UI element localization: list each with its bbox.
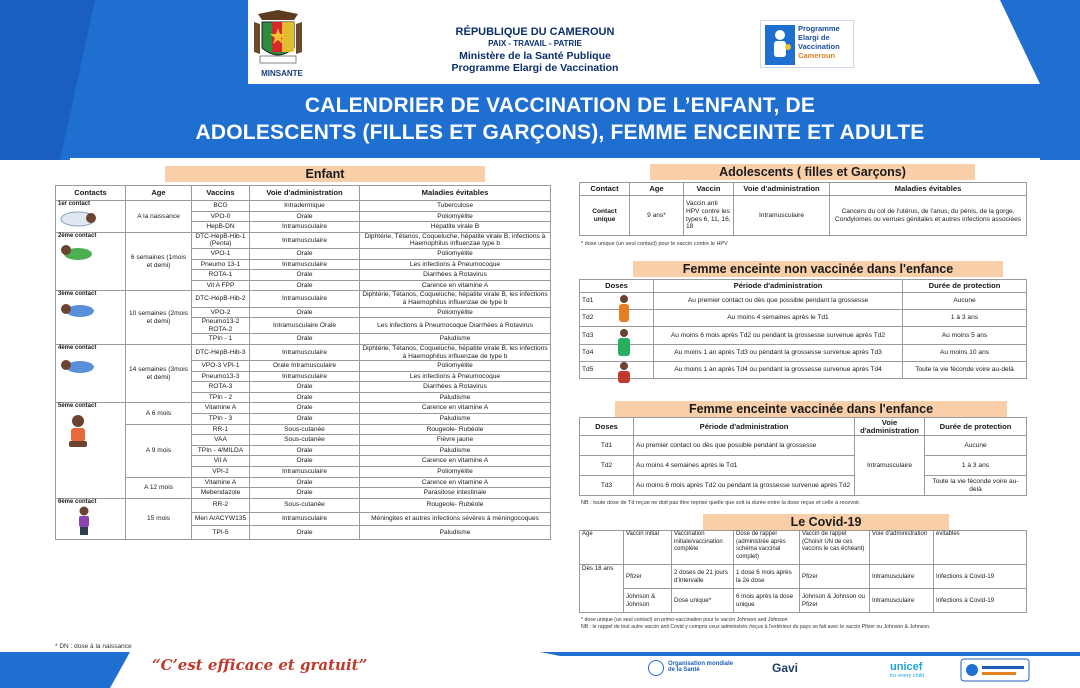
disease-cell: Diphtérie, Tétanos, Coqueluche, hépatite virale B, les infections à Haemophilus influenzae de type b — [360, 291, 551, 307]
dose-cell: Td2 — [580, 456, 634, 476]
table-header-row — [56, 186, 551, 201]
disease-cell: Paludisme — [360, 334, 551, 345]
age-cell: 14 semaines (3mois et demi) — [126, 344, 192, 403]
table-row — [580, 293, 1027, 310]
booster-cell: 6 mois après la dose unique — [734, 589, 800, 613]
contact-cell: 4ème contact — [56, 344, 126, 403]
table-row — [56, 232, 551, 248]
booster-vaccine-cell: Pfizer — [800, 565, 870, 589]
route-cell: Intramusculaire — [250, 371, 360, 382]
content-area — [55, 160, 1080, 650]
route-cell: Orale Intramusculaire — [250, 361, 360, 372]
vaccine-cell: Pneumo13-2 ROTA-2 — [192, 318, 250, 334]
ministry-short-label: MINSANTE — [261, 69, 303, 78]
col-header: Vaccin de rappel (Choisir UN de ces vaccins le cas échéant) — [800, 531, 870, 565]
fv-section-title: Femme enceinte vaccinée dans l'enfance — [615, 401, 1007, 417]
table-row — [580, 344, 1027, 361]
table-row — [580, 476, 1027, 496]
route-cell: Intramusculaire — [250, 259, 360, 270]
route-cell: Intramusculaire — [870, 589, 934, 613]
covid-note: * dose unique (un seul contact) en primo-vaccination pour le vaccin Johnson and Johnson NB : le rappel de tout autre vaccin anti Covid y compris ceux administrés /reçus à l'extérieur du pays se fait avec le vaccin Pfizer ou Johnson & Johnson. — [581, 617, 931, 630]
col-header: Dose de rappel (administrée après schéma vaccinal complet) — [734, 531, 800, 565]
col-header: Age — [580, 531, 624, 565]
route-cell: Orale — [250, 403, 360, 414]
vaccine-cell: Vitamine A — [192, 403, 250, 414]
contact-cell: 5ème contact — [56, 403, 126, 498]
route-cell: Intramusculaire — [250, 344, 360, 360]
vaccine-cell: RR-2 — [192, 498, 250, 512]
col-header: Période d'administration — [634, 418, 855, 436]
fnv-table — [579, 279, 1027, 379]
route-cell: Intramusculaire — [250, 291, 360, 307]
vaccine-cell: VPO-3 VPI-1 — [192, 361, 250, 372]
who-label: Organisation mondiale de la Santé — [668, 661, 734, 673]
route-cell: Orale — [250, 392, 360, 403]
disease-cell: Tuberculose — [360, 201, 551, 212]
enfant-table — [55, 185, 551, 540]
fnv-section-title: Femme enceinte non vaccinée dans l'enfance — [633, 261, 1003, 277]
disease-cell: Paludisme — [360, 445, 551, 456]
disease-cell: Les infections à Pneumocoque — [360, 259, 551, 270]
contact-cell: Contact unique — [580, 196, 630, 236]
disease-cell: Poliomyélite — [360, 211, 551, 222]
disease-cell: Cancers du col de l'utérus, de l'anus, du pénis, de la gorge. Condylomes ou verrues génitales et autres infections associées — [830, 196, 1027, 236]
col-header: Vaccin initial — [624, 531, 672, 565]
vaccine-cell: Vaccin anti HPV contre les types 6, 11, 16, 18 — [684, 196, 734, 236]
age-cell: A 9 mois — [126, 424, 192, 477]
route-cell: Orale — [250, 526, 360, 540]
route-cell: Orale — [250, 334, 360, 345]
col-header: Age — [126, 186, 192, 201]
age-cell: 10 semaines (2mois et demi) — [126, 291, 192, 345]
dose-cell: Td2 — [580, 310, 654, 327]
program-label: Programme Elargi de Vaccination — [451, 62, 619, 74]
disease-cell: Diarrhées à Rotavirus — [360, 382, 551, 393]
vaccine-cell: VPO-1 — [192, 248, 250, 259]
ministry-label: Ministère de la Santé Publique — [459, 50, 611, 62]
route-cell: Orale — [250, 477, 360, 488]
ado-table — [579, 182, 1027, 236]
route-cell: Intramusculaire — [734, 196, 830, 236]
table-row — [580, 565, 1027, 589]
who-logo-icon — [648, 660, 664, 676]
table-row — [580, 589, 1027, 613]
vaccine-cell: Pneumo13-3 — [192, 371, 250, 382]
vaccine-cell: Mebendazole — [192, 488, 250, 499]
dose-cell: Td3 — [580, 476, 634, 496]
period-cell: Au premier contact ou dès que possible pendant la grossesse — [654, 293, 903, 310]
route-cell: Intramusculaire — [250, 222, 360, 233]
route-cell: Sous-cutanée — [250, 424, 360, 435]
disease-cell: Diphtérie, Tétanos, Coqueluche, hépatite virale B, infections à Haemophilus influenzae type b — [360, 232, 551, 248]
vaccine-cell: TPI-5 — [192, 526, 250, 540]
col-header: Vaccins — [192, 186, 250, 201]
disease-cell: Poliomyélite — [360, 467, 551, 478]
covid-table — [579, 530, 1027, 613]
table-header-row — [580, 531, 1027, 565]
booster-vaccine-cell: Johnson & Johnson ou Pfizer — [800, 589, 870, 613]
disease-cell: Fièvre jaune — [360, 435, 551, 446]
disease-cell: Rougeole- Rubéole — [360, 498, 551, 512]
vaccine-cell: VPI-2 — [192, 467, 250, 478]
route-cell: Orale — [250, 280, 360, 291]
disease-cell: Diphtérie, Tétanos, Coqueluche, hépatite virale B, les infections à Haemophilus influenzae de type b — [360, 344, 551, 360]
vaccine-cell: Men A/ACYW135 — [192, 512, 250, 526]
vaccine-cell: VPO-0 — [192, 211, 250, 222]
vaccine-cell: Pneumo 13-1 — [192, 259, 250, 270]
col-header: Maladies évitables — [830, 183, 1027, 196]
disease-cell: Diarrhées à Rotavirus — [360, 270, 551, 281]
route-cell: Orale — [250, 307, 360, 318]
disease-cell: Parasitose intestinale — [360, 488, 551, 499]
pev-logo-text: Programme Elargi de Vaccination Cameroun — [798, 24, 840, 60]
duration-cell: Au moins 10 ans — [903, 344, 1027, 361]
route-cell: Orale — [250, 211, 360, 222]
vaccine-cell: ROTA-1 — [192, 270, 250, 281]
col-header: Vaccination initiale/vaccination complète — [672, 531, 734, 565]
vaccine-cell: VAA — [192, 435, 250, 446]
col-header: évitables — [934, 531, 1027, 565]
table-row — [56, 201, 551, 212]
disease-cell: Infections à Covid-19 — [934, 589, 1027, 613]
disease-cell: Carence en vitamine A — [360, 456, 551, 467]
col-header: Voie d'administration — [250, 186, 360, 201]
col-header: Contact — [580, 183, 630, 196]
duration-cell: Aucune — [903, 293, 1027, 310]
table-row — [580, 310, 1027, 327]
unicef-logo: unicef for every child — [890, 661, 925, 679]
disease-cell: Poliomyélite — [360, 248, 551, 259]
col-header: Doses — [580, 418, 634, 436]
newborn-icon — [58, 209, 98, 227]
disease-cell: Infections à Covid-19 — [934, 565, 1027, 589]
duration-cell: 1 à 3 ans — [903, 310, 1027, 327]
col-header: Durée de protection — [925, 418, 1027, 436]
disease-cell: Rougeole- Rubéole — [360, 424, 551, 435]
age-cell: 9 ans* — [630, 196, 684, 236]
route-cell: Orale — [250, 488, 360, 499]
disease-cell: Méningites et autres infections sévères à méningocoques — [360, 512, 551, 526]
dose-cell: Td4 — [580, 344, 654, 361]
disease-cell: Poliomyélite — [360, 307, 551, 318]
baby-sitting-icon — [58, 353, 98, 375]
col-header: Voie d'administration — [734, 183, 830, 196]
table-row — [580, 196, 1027, 236]
col-header: Maladies évitables — [360, 186, 551, 201]
period-cell: Au moins 6 mois après Td2 ou pendant la grossesse survenue après Td2 — [634, 476, 855, 496]
table-row — [56, 477, 551, 488]
toddler-icon — [58, 411, 98, 457]
contact-cell: 6ème contact — [56, 498, 126, 539]
enfant-section-title: Enfant — [165, 166, 485, 182]
contact-cell: 2ème contact — [56, 232, 126, 291]
ado-section-title: Adolescents ( filles et Garçons) — [650, 164, 975, 180]
fv-table — [579, 417, 1027, 496]
table-row — [56, 498, 551, 512]
disease-cell: Les infections à Pneumocoque — [360, 371, 551, 382]
route-cell: Intramusculaire — [250, 467, 360, 478]
vaccine-cell: TPIn - 3 — [192, 414, 250, 425]
disease-cell: Paludisme — [360, 414, 551, 425]
baby-lying-icon — [58, 299, 98, 319]
republic-label: RÉPUBLIQUE DU CAMEROUN — [455, 26, 615, 38]
vaccine-cell: DTC-HépB-Hib-2 — [192, 291, 250, 307]
vaccine-cell: ROTA-3 — [192, 382, 250, 393]
vaccine-cell: DTC-HépB-Hib-1 (Penta) — [192, 232, 250, 248]
route-cell: Intramusculaire — [250, 232, 360, 248]
col-header: Vaccin — [684, 183, 734, 196]
table-row — [56, 344, 551, 360]
dn-note: * DN : dose à la naissance — [55, 643, 132, 650]
duration-cell: Toute la vie féconde voire au-delà — [903, 361, 1027, 378]
route-cell: Orale — [250, 456, 360, 467]
pev-logo — [760, 20, 854, 68]
col-header: Doses — [580, 280, 654, 293]
col-header: Période d'administration — [654, 280, 903, 293]
period-cell: Au moins 1 an après Td3 ou pendant la grossesse survenue après Td3 — [654, 344, 903, 361]
col-header: Voie d'administration — [870, 531, 934, 565]
period-cell: Au moins 4 semaines après le Td1 — [634, 456, 855, 476]
pev-logo-icon — [765, 25, 795, 65]
disease-cell: Paludisme — [360, 526, 551, 540]
vaccine-cell: Pfizer — [624, 565, 672, 589]
col-header: Voie d'administration — [855, 418, 925, 436]
route-cell: Orale — [250, 270, 360, 281]
route-cell: Intramusculaire — [870, 565, 934, 589]
table-header-row — [580, 183, 1027, 196]
vaccine-cell: TPIn - 1 — [192, 334, 250, 345]
duration-cell: Aucune — [925, 436, 1027, 456]
route-cell: Orale — [250, 248, 360, 259]
age-cell: A 12 mois — [126, 477, 192, 498]
table-row — [580, 436, 1027, 456]
table-row — [56, 424, 551, 435]
vaccine-cell: Vitamine A — [192, 477, 250, 488]
route-cell: Intradermique — [250, 201, 360, 212]
vaccine-cell: RR-1 — [192, 424, 250, 435]
covid-section-title: Le Covid-19 — [703, 514, 949, 530]
dose-cell: Td3 — [580, 327, 654, 344]
route-cell: Intramusculaire Orale — [250, 318, 360, 334]
motto-label: PAIX - TRAVAIL - PATRIE — [488, 39, 582, 48]
page-title: CALENDRIER DE VACCINATION DE L’ENFANT, DE ADOLESCENTS (FILLES ET GARÇONS), FEMME ENCEINTE ET ADULTE — [195, 94, 925, 144]
route-cell: Orale — [250, 445, 360, 456]
vaccine-cell: HepB-DN — [192, 222, 250, 233]
dose-cell: Td1 — [580, 436, 634, 456]
table-row — [56, 291, 551, 307]
duration-cell: Au moins 5 ans — [903, 327, 1027, 344]
disease-cell: Poliomyélite — [360, 361, 551, 372]
duration-cell: 1 à 3 ans — [925, 456, 1027, 476]
col-header: Contacts — [56, 186, 126, 201]
fv-note: NB : toute dose de Td reçue ne doit pas être reprise quelle que soit la durée entre la dose reçue et celle à recevoir. — [581, 500, 861, 506]
vaccine-cell: TPIn - 2 — [192, 392, 250, 403]
age-cell: Dès 18 ans — [580, 565, 624, 613]
route-cell: Intramusculaire — [855, 436, 925, 496]
vaccine-cell: BCG — [192, 201, 250, 212]
table-row — [56, 403, 551, 414]
disease-cell: Carence en vitamine A — [360, 280, 551, 291]
period-cell: Au moins 1 an après Td4 ou pendant la grossesse survenue après Td4 — [654, 361, 903, 378]
table-row — [580, 361, 1027, 378]
cameroon-emblem-icon — [250, 8, 306, 78]
route-cell: Intramusculaire — [250, 512, 360, 526]
route-cell: Orale — [250, 382, 360, 393]
col-header: Age — [630, 183, 684, 196]
baby-crawling-icon — [58, 240, 98, 262]
age-cell: 15 mois — [126, 498, 192, 539]
child-standing-icon — [58, 506, 98, 536]
route-cell: Sous-cutanée — [250, 435, 360, 446]
period-cell: Au moins 6 mois après Td2 ou pendant la grossesse survenue après Td2 — [654, 327, 903, 344]
booster-cell: 1 dose 6 mois après la 2e dose — [734, 565, 800, 589]
age-cell: 6 semaines (1mois et demi) — [126, 232, 192, 291]
route-cell: Orale — [250, 414, 360, 425]
dose-cell: Td1 — [580, 293, 654, 310]
col-header: Durée de protection — [903, 280, 1027, 293]
pregnant-women-icon — [613, 293, 635, 383]
table-header-row — [580, 280, 1027, 293]
table-row — [580, 327, 1027, 344]
vaccine-cell: Vit A — [192, 456, 250, 467]
slogan: “C’est efficace et gratuit” — [152, 656, 368, 674]
disease-cell: Les infections à Pneumocoque Diarrhées à Rotavirus — [360, 318, 551, 334]
route-cell: Sous-cutanée — [250, 498, 360, 512]
disease-cell: Hépatite virale B — [360, 222, 551, 233]
period-cell: Au premier contact ou dès que possible pendant la grossesse — [634, 436, 855, 456]
contact-cell: 1er contact — [56, 201, 126, 233]
age-cell: A 6 mois — [126, 403, 192, 424]
duration-cell: Toute la vie féconde voire au-delà — [925, 476, 1027, 496]
vaccine-cell: VPO-2 — [192, 307, 250, 318]
period-cell: Au moins 4 semaines après le Td1 — [654, 310, 903, 327]
vaccine-cell: Vit A FPP — [192, 280, 250, 291]
table-row — [580, 456, 1027, 476]
dose-cell: Td5 — [580, 361, 654, 378]
disease-cell: Carence en vitamine A — [360, 477, 551, 488]
disease-cell: Paludisme — [360, 392, 551, 403]
vaccine-cell: DTC-HépB-Hib-3 — [192, 344, 250, 360]
age-cell: A la naissance — [126, 201, 192, 233]
table-header-row — [580, 418, 1027, 436]
vaccine-cell: TPIn - 4/MILDA — [192, 445, 250, 456]
gavi-logo: Gavi — [772, 661, 799, 675]
schedule-cell: 2 doses de 21 jours d'intervalle — [672, 565, 734, 589]
partner-logo-icon — [960, 658, 1030, 682]
header-institution — [400, 26, 670, 74]
ado-note: * dose unique (un seul contact) pour le vaccin contre le HPV — [581, 241, 728, 247]
contact-cell: 3ème contact — [56, 291, 126, 345]
disease-cell: Carence en vitamine A — [360, 403, 551, 414]
vaccine-cell: Johnson & Johnson — [624, 589, 672, 613]
schedule-cell: Dose unique* — [672, 589, 734, 613]
